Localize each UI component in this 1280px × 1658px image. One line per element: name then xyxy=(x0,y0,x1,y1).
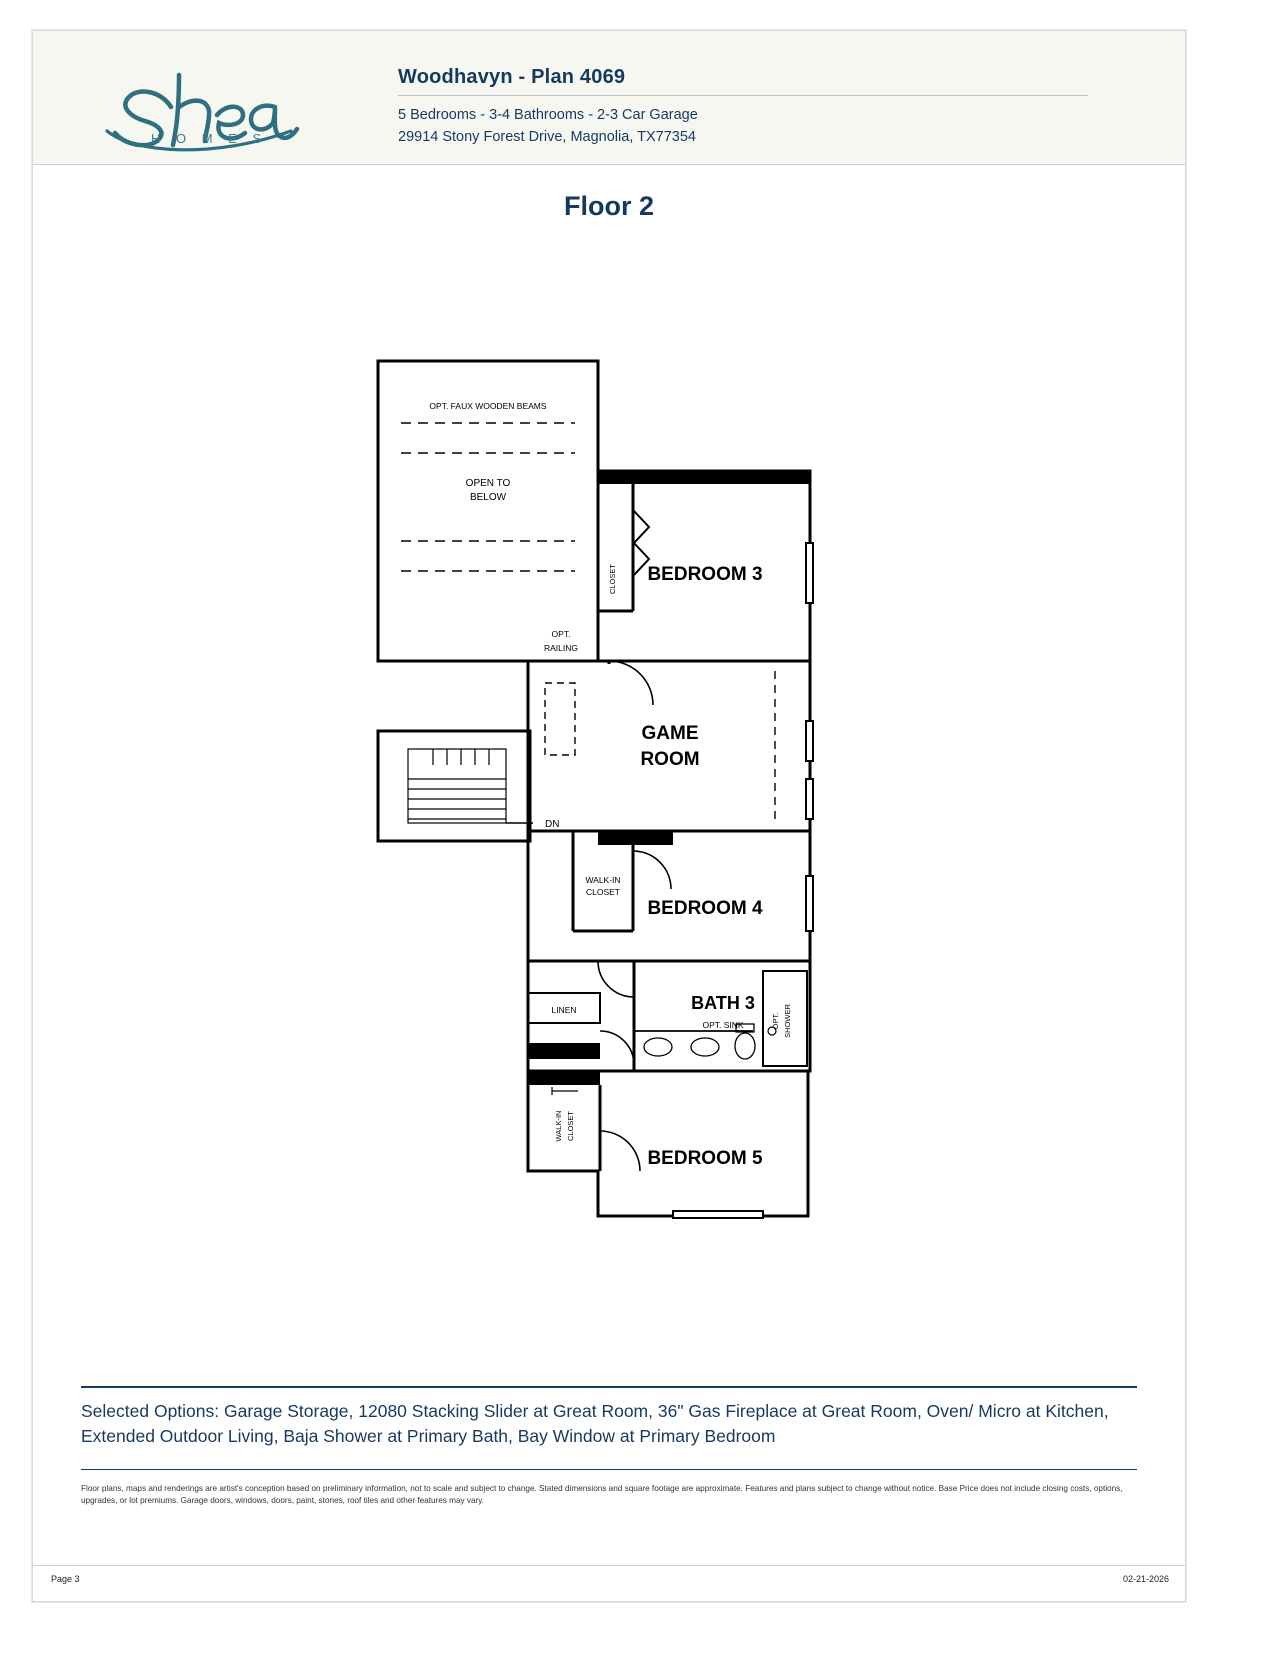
title-divider xyxy=(398,95,1088,96)
label-closet: CLOSET xyxy=(608,563,617,595)
label-opt-sink: OPT. SINK xyxy=(702,1020,744,1030)
label-bedroom-5: BEDROOM 5 xyxy=(647,1148,763,1169)
label-game-room-line2: ROOM xyxy=(640,749,700,770)
label-walkin-closet-2-line1: WALK-IN xyxy=(554,1110,563,1142)
label-walkin-closet-1-line2: CLOSET xyxy=(585,887,621,897)
page-footer-rule xyxy=(33,1565,1185,1566)
label-game-room-line1: GAME xyxy=(641,723,699,744)
page-number: Page 3 xyxy=(51,1574,80,1584)
label-walkin-closet-1-line1: WALK-IN xyxy=(585,875,621,885)
selected-options-text: Selected Options: Garage Storage, 12080 Stacking Slider at Great Room, 36" Gas Fireplace at Great Room, Oven/ Micro at Kitchen, Extended Outdoor Living, Baja Shower at Primary Bath, Bay Window at Primary Bedroom xyxy=(81,1401,1109,1447)
label-bedroom-3: BEDROOM 3 xyxy=(647,564,763,585)
title-block xyxy=(398,66,1098,149)
label-bedroom-4: BEDROOM 4 xyxy=(647,898,763,919)
document-date: 02-21-2026 xyxy=(1122,1574,1169,1584)
label-open-to-below-line1: OPEN TO xyxy=(465,478,511,489)
label-opt-railing-line2: RAILING xyxy=(543,643,579,653)
floor-plan-drawing xyxy=(33,331,1185,1331)
label-opt-shower-line2: SHOWER xyxy=(783,1004,792,1038)
label-opt-railing-line1: OPT. xyxy=(551,629,571,639)
plan-title: Woodhavyn - Plan 4069 xyxy=(398,66,626,88)
footer-divider-bottom xyxy=(81,1469,1137,1470)
label-stairs-down: DN xyxy=(545,819,560,830)
document-header xyxy=(33,31,1185,165)
plan-sheet xyxy=(32,30,1186,1602)
label-walkin-closet-2-line2: CLOSET xyxy=(566,1110,575,1142)
plan-specs: 5 Bedrooms - 3-4 Bathrooms - 2-3 Car Garage xyxy=(398,107,698,123)
floor-title: Floor 2 xyxy=(563,191,654,221)
logo-subtitle: H O M E S xyxy=(151,131,268,146)
label-linen: LINEN xyxy=(551,1005,577,1015)
label-bath-3: BATH 3 xyxy=(691,993,755,1013)
plan-address: 29914 Stony Forest Drive, Magnolia, TX77354 xyxy=(398,129,696,146)
label-faux-beams: OPT. FAUX WOODEN BEAMS xyxy=(429,401,547,411)
label-open-to-below-line2: BELOW xyxy=(469,492,507,503)
label-opt-shower-line1: OPT. xyxy=(771,1012,780,1030)
footer-divider-top xyxy=(81,1386,1137,1388)
disclaimer-text: Floor plans, maps and renderings are artist's conception based on preliminary information, not to scale and subject to change. Stated dimensions and square footage are approximate. Features and plans subject to change without notice. Base Price does not include closing costs, options, upgrades, or lot premiums. Garage doors, windows, doors, paint, stones, roof tiles and other features may vary. xyxy=(81,1484,1123,1506)
